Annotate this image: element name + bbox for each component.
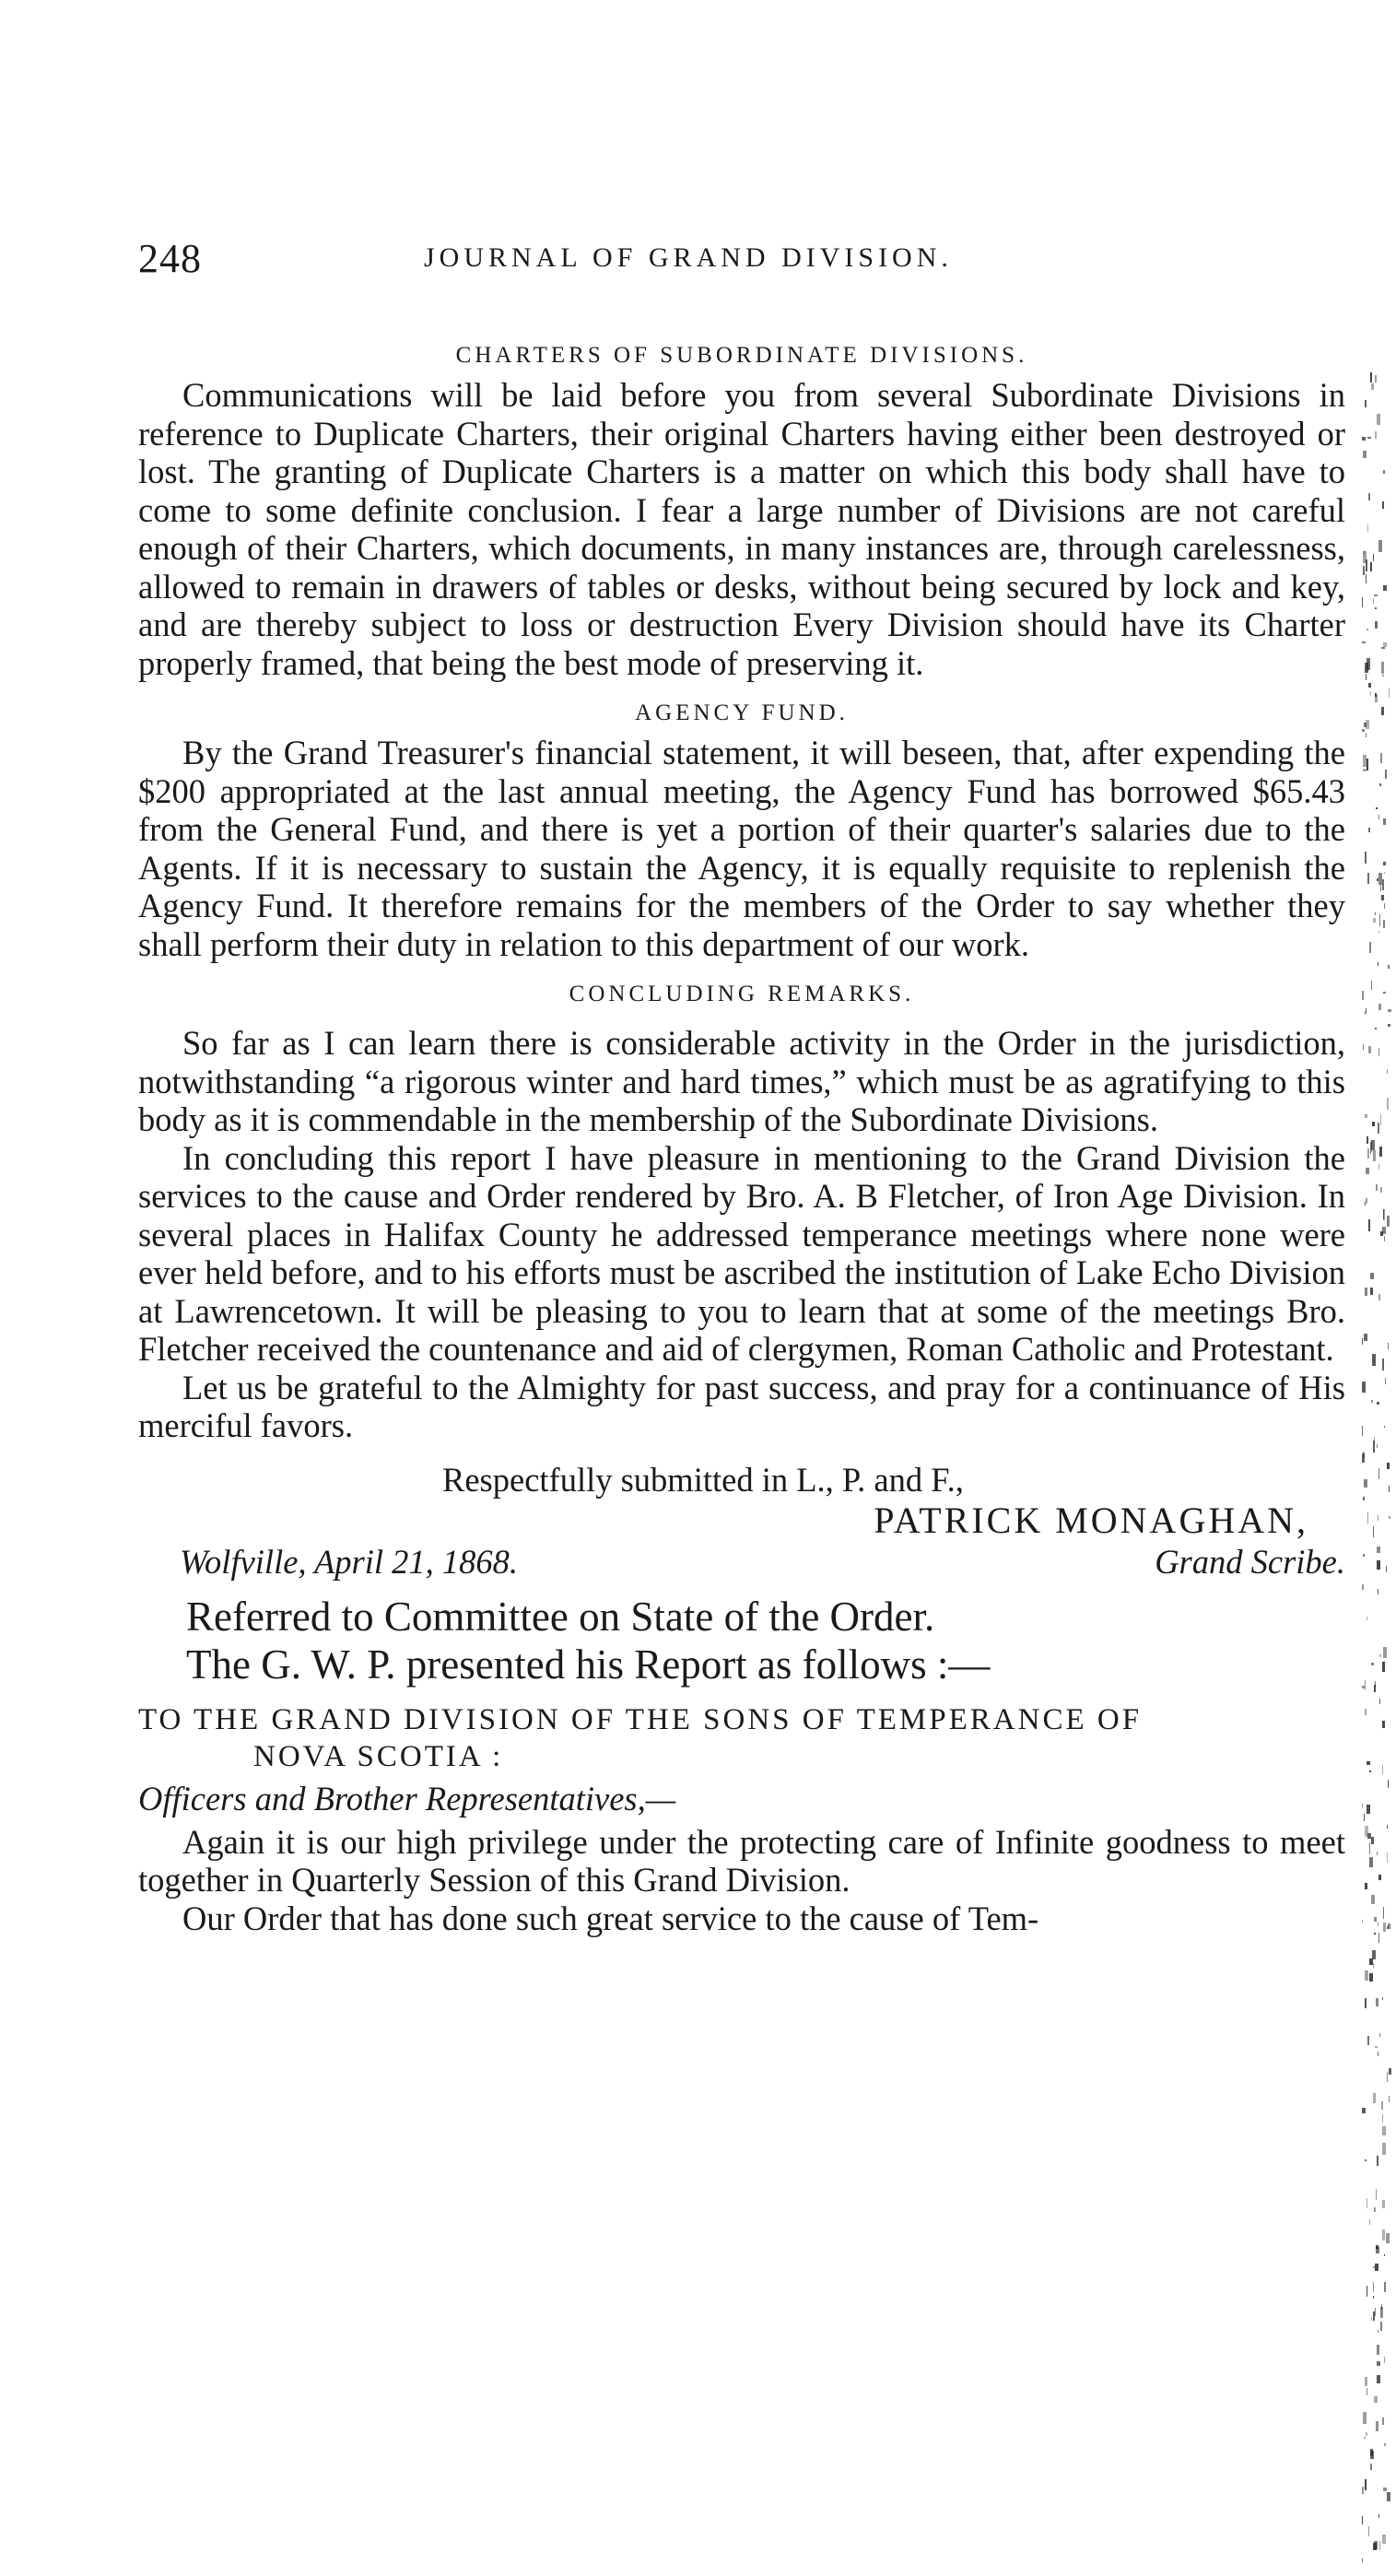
noise-speck bbox=[1367, 437, 1371, 439]
noise-speck bbox=[1383, 1647, 1387, 1658]
noise-speck bbox=[1362, 2108, 1366, 2113]
noise-speck bbox=[1370, 1273, 1374, 1279]
noise-speck bbox=[1373, 1150, 1376, 1161]
noise-speck bbox=[1372, 1122, 1375, 1126]
noise-speck bbox=[1378, 1004, 1381, 1010]
noise-speck bbox=[1366, 733, 1367, 737]
noise-speck bbox=[1362, 1338, 1363, 1345]
noise-speck bbox=[1370, 2464, 1372, 2470]
noise-speck bbox=[1381, 707, 1384, 715]
noise-speck bbox=[1380, 1187, 1382, 1193]
noise-speck bbox=[1369, 1857, 1373, 1867]
noise-speck bbox=[1378, 1933, 1379, 1943]
noise-speck bbox=[1367, 1805, 1370, 1814]
noise-speck bbox=[1389, 1486, 1390, 1492]
noise-speck bbox=[1365, 2479, 1367, 2490]
noise-speck bbox=[1383, 862, 1386, 865]
noise-speck bbox=[1363, 1497, 1365, 1500]
noise-speck bbox=[1387, 2072, 1388, 2082]
address-block bbox=[138, 1701, 1345, 1775]
noise-speck bbox=[1370, 372, 1372, 382]
section-heading-charters: CHARTERS OF SUBORDINATE DIVISIONS. bbox=[455, 343, 1028, 368]
noise-speck bbox=[1374, 1917, 1377, 1922]
report-intro: The G. W. P. presented his Report as follows :— bbox=[186, 1641, 991, 1688]
noise-speck bbox=[1387, 1463, 1390, 1469]
noise-speck bbox=[1388, 965, 1390, 969]
noise-speck bbox=[1387, 1825, 1388, 1829]
noise-speck bbox=[1385, 1378, 1386, 1384]
noise-speck bbox=[1383, 1209, 1385, 1220]
noise-speck bbox=[1373, 2311, 1375, 2321]
noise-speck bbox=[1381, 2101, 1383, 2110]
noise-speck bbox=[1382, 2200, 1385, 2208]
noise-speck bbox=[1375, 607, 1377, 609]
noise-speck bbox=[1375, 2308, 1376, 2316]
running-title: JOURNAL OF GRAND DIVISION. bbox=[424, 242, 953, 273]
noise-speck bbox=[1373, 2296, 1374, 2299]
noise-speck bbox=[1362, 2516, 1363, 2524]
noise-speck bbox=[1368, 2526, 1369, 2536]
noise-speck bbox=[1383, 2488, 1387, 2491]
noise-speck bbox=[1383, 1907, 1384, 1919]
noise-speck bbox=[1389, 2068, 1391, 2075]
noise-speck bbox=[1363, 451, 1367, 458]
noise-speck bbox=[1365, 1288, 1367, 1296]
noise-speck bbox=[1382, 2114, 1383, 2123]
noise-speck bbox=[1374, 1933, 1376, 1935]
noise-speck bbox=[1377, 2156, 1378, 2166]
noise-speck bbox=[1388, 1780, 1389, 1788]
noise-speck bbox=[1376, 2421, 1378, 2431]
place-date: Wolfville, April 21, 1868. bbox=[180, 1542, 519, 1581]
paragraph-concluding-3: Let us be grateful to the Almighty for past success, and pray for a continuance of His merciful favors. bbox=[138, 1368, 1345, 1444]
noise-speck bbox=[1377, 1547, 1380, 1553]
noise-speck bbox=[1386, 2233, 1390, 2243]
noise-speck bbox=[1387, 1069, 1388, 1074]
noise-speck bbox=[1362, 641, 1366, 643]
noise-speck bbox=[1368, 1046, 1371, 1053]
noise-speck bbox=[1365, 1114, 1367, 1118]
noise-speck bbox=[1367, 1512, 1368, 1523]
noise-speck bbox=[1384, 1426, 1385, 1428]
noise-speck bbox=[1373, 1441, 1375, 1453]
noise-speck bbox=[1362, 729, 1365, 732]
noise-speck bbox=[1369, 1770, 1371, 1772]
noise-speck bbox=[1378, 931, 1379, 933]
noise-speck bbox=[1384, 2443, 1386, 2446]
noise-speck bbox=[1369, 1973, 1373, 1982]
noise-speck bbox=[1379, 914, 1380, 926]
section-heading-concluding: CONCLUDING REMARKS. bbox=[569, 982, 915, 1006]
noise-speck bbox=[1368, 493, 1370, 500]
noise-speck bbox=[1370, 562, 1372, 571]
noise-speck bbox=[1374, 2396, 1378, 2403]
noise-speck bbox=[1377, 1560, 1380, 1570]
paragraph-charters: Communications will be laid before you from several Subordinate Divisions in reference to Duplicate Charters, their original Charters having either been destroyed or lost. The granting of Duplicate Charters is a matter on which this body shall have to come to some definite conclusion. I fear a large number of Divisions are not careful enough of their Charters, which documents, in many instances are, through carelessness, allowed to remain in drawers of tables or desks, without being secured by lock and key, and are thereby subject to loss or destruction Every Division should have its Charter properly framed, that being the best mode of preserving it. bbox=[138, 376, 1345, 682]
noise-speck bbox=[1382, 1359, 1384, 1370]
noise-speck bbox=[1375, 912, 1376, 915]
noise-speck bbox=[1373, 1963, 1374, 1968]
noise-speck bbox=[1367, 2036, 1369, 2045]
noise-speck bbox=[1370, 1288, 1373, 1295]
noise-speck bbox=[1378, 873, 1382, 885]
noise-speck bbox=[1363, 2412, 1367, 2424]
noise-speck bbox=[1378, 1048, 1379, 1056]
noise-speck bbox=[1367, 1761, 1370, 1765]
noise-speck bbox=[1384, 1236, 1385, 1241]
noise-speck bbox=[1372, 1354, 1376, 1366]
noise-speck bbox=[1382, 1997, 1383, 2000]
noise-speck bbox=[1368, 1219, 1370, 1231]
noise-speck bbox=[1373, 2282, 1374, 2292]
noise-speck bbox=[1386, 1566, 1387, 1572]
referred-line: Referred to Committee on State of the Order. bbox=[186, 1593, 935, 1640]
noise-speck bbox=[1377, 2361, 1380, 2366]
noise-speck bbox=[1371, 1837, 1374, 1844]
noise-speck bbox=[1374, 594, 1378, 596]
noise-speck bbox=[1367, 873, 1369, 884]
noise-speck bbox=[1371, 383, 1374, 390]
noise-speck bbox=[1371, 2317, 1372, 2321]
noise-speck bbox=[1382, 2126, 1386, 2135]
paragraph-concluding-2: In concluding this report I have pleasure in mentioning to the Grand Division the services to the cause and Order rendered by Bro. A. B Fletcher, of Iron Age Division. In several places in Halifax County he addressed temperance meetings where none were ever held before, and to his efforts must be ascribed the institution of Lake Echo Division at Lawrencetown. It will be pleasing to you to learn that at some of the meetings Bro. Fletcher received the countenance and aid of clergymen, Roman Catholic and Protestant. bbox=[138, 1138, 1345, 1368]
noise-speck bbox=[1377, 1402, 1379, 1405]
noise-speck bbox=[1389, 2096, 1390, 2102]
salutation: Officers and Brother Representatives,— bbox=[138, 1779, 676, 1817]
noise-speck bbox=[1365, 1883, 1367, 1889]
noise-speck bbox=[1373, 2266, 1375, 2268]
noise-speck bbox=[1383, 818, 1386, 825]
noise-speck bbox=[1374, 2207, 1376, 2212]
noise-speck bbox=[1381, 662, 1384, 674]
noise-speck bbox=[1380, 884, 1381, 891]
noise-speck bbox=[1383, 992, 1386, 994]
noise-speck bbox=[1384, 2254, 1385, 2256]
noise-speck bbox=[1368, 683, 1371, 688]
noise-speck bbox=[1383, 920, 1385, 928]
noise-speck bbox=[1362, 2487, 1364, 2494]
noise-speck bbox=[1379, 2541, 1380, 2550]
noise-speck bbox=[1384, 872, 1385, 874]
noise-speck bbox=[1378, 2514, 1379, 2518]
noise-speck bbox=[1375, 621, 1378, 629]
noise-speck bbox=[1378, 1164, 1379, 1170]
noise-speck bbox=[1384, 2357, 1385, 2363]
noise-speck bbox=[1371, 1663, 1374, 1665]
noise-speck bbox=[1362, 437, 1366, 441]
noise-speck bbox=[1379, 1147, 1382, 1157]
noise-speck bbox=[1376, 2189, 1377, 2200]
noise-speck bbox=[1365, 400, 1367, 407]
noise-speck bbox=[1385, 770, 1387, 779]
noise-speck bbox=[1363, 1044, 1364, 1050]
noise-speck bbox=[1382, 2143, 1386, 2155]
noise-speck bbox=[1362, 2558, 1363, 2562]
noise-speck bbox=[1364, 1814, 1365, 1821]
noise-speck bbox=[1379, 1699, 1380, 1704]
noise-speck bbox=[1367, 629, 1368, 630]
noise-speck bbox=[1382, 501, 1384, 509]
noise-speck bbox=[1371, 1400, 1373, 1403]
page-number: 248 bbox=[138, 236, 202, 281]
noise-speck bbox=[1376, 1184, 1378, 1191]
noise-speck bbox=[1371, 981, 1372, 990]
noise-speck bbox=[1365, 1970, 1368, 1981]
noise-speck bbox=[1382, 2535, 1386, 2544]
noise-speck bbox=[1382, 675, 1384, 676]
noise-speck bbox=[1380, 753, 1382, 763]
noise-speck bbox=[1381, 895, 1384, 900]
signer-name: PATRICK MONAGHAN, bbox=[874, 1499, 1308, 1541]
noise-speck bbox=[1371, 1140, 1375, 1150]
noise-speck bbox=[1365, 1998, 1367, 2008]
noise-speck bbox=[1380, 2307, 1383, 2318]
noise-speck bbox=[1387, 2492, 1390, 2501]
noise-speck bbox=[1367, 1136, 1368, 1144]
noise-speck bbox=[1383, 585, 1387, 591]
noise-speck bbox=[1365, 1709, 1367, 1715]
noise-speck bbox=[1366, 574, 1367, 583]
section-heading-agency: AGENCY FUND. bbox=[635, 700, 849, 725]
noise-speck bbox=[1369, 942, 1371, 953]
noise-speck bbox=[1367, 759, 1368, 770]
noise-speck bbox=[1375, 1681, 1376, 1688]
paragraph-agency: By the Grand Treasurer's financial statement, it will beseen, that, after expending the $200 appropriated at the last annual meeting, the Agency Fund has borrowed $65.43 from the General Fund, and there is yet a portion of their quarter's salaries due to the Agents. If it is necessary to sustain the Agency, it is equally requisite to replenish the Agency Fund. It therefore remains for the members of the Order to say whether they shall perform their duty in relation to this department of our work. bbox=[138, 734, 1345, 963]
noise-speck bbox=[1371, 1895, 1375, 1904]
noise-speck bbox=[1381, 647, 1385, 649]
noise-speck bbox=[1366, 674, 1367, 680]
noise-speck bbox=[1362, 1426, 1363, 1436]
noise-speck bbox=[1369, 2219, 1370, 2225]
noise-speck bbox=[1378, 1468, 1379, 1479]
noise-speck bbox=[1378, 1875, 1381, 1880]
noise-speck bbox=[1370, 2449, 1373, 2456]
noise-speck bbox=[1388, 1009, 1391, 1012]
noise-speck bbox=[1364, 1479, 1367, 1488]
noise-speck bbox=[1362, 991, 1364, 1000]
noise-speck bbox=[1365, 1826, 1368, 1837]
noise-speck bbox=[1375, 431, 1377, 439]
noise-speck bbox=[1384, 903, 1385, 909]
noise-speck bbox=[1362, 597, 1363, 607]
noise-speck bbox=[1365, 852, 1367, 864]
noise-speck bbox=[1387, 1926, 1389, 1929]
noise-speck bbox=[1379, 783, 1381, 786]
noise-speck bbox=[1366, 1168, 1369, 1174]
paragraph-report-1: Again it is our high privilege under the protecting care of Infinite goodness to meet together in Quarterly Session of this Grand Division. bbox=[138, 1822, 1345, 1899]
noise-speck bbox=[1365, 2159, 1367, 2161]
noise-speck bbox=[1377, 1444, 1378, 1448]
noise-speck bbox=[1378, 1294, 1380, 1300]
noise-speck bbox=[1363, 566, 1365, 575]
noise-speck bbox=[1387, 1853, 1388, 1863]
noise-speck bbox=[1376, 807, 1378, 809]
noise-speck bbox=[1379, 1654, 1381, 1657]
noise-speck bbox=[1387, 1216, 1390, 1227]
noise-speck bbox=[1373, 2093, 1376, 2103]
page-body bbox=[138, 339, 1345, 1937]
page-header bbox=[138, 235, 1345, 290]
noise-speck bbox=[1362, 1453, 1365, 1463]
noise-speck bbox=[1378, 540, 1382, 552]
noise-speck bbox=[1377, 1852, 1378, 1855]
noise-speck bbox=[1363, 1554, 1365, 1557]
noise-speck bbox=[1382, 1721, 1385, 1728]
noise-speck bbox=[1389, 1516, 1390, 1519]
address-line-1: TO THE GRAND DIVISION OF THE SONS OF TEMPERANCE OF bbox=[138, 1702, 1143, 1736]
noise-speck bbox=[1366, 720, 1369, 729]
noise-speck bbox=[1383, 1923, 1386, 1932]
noise-speck bbox=[1373, 1526, 1374, 1537]
noise-speck bbox=[1375, 1028, 1377, 1029]
noise-speck bbox=[1383, 470, 1385, 474]
noise-speck bbox=[1375, 693, 1377, 697]
paragraph-report-2: Our Order that has done such great service to the cause of Tem- bbox=[182, 1899, 1039, 1937]
address-line-2: NOVA SCOTIA : bbox=[253, 1739, 504, 1773]
noise-speck bbox=[1388, 1343, 1389, 1349]
noise-speck bbox=[1365, 2377, 1367, 2386]
noise-speck bbox=[1366, 1008, 1367, 1013]
noise-speck bbox=[1377, 2345, 1379, 2355]
noise-speck bbox=[1376, 2245, 1378, 2249]
noise-speck bbox=[1387, 1098, 1389, 1110]
paragraph-concluding-1: So far as I can learn there is considerable activity in the Order in the jurisdiction, notwithstanding “a rigorous winter and hard times,” which must be as agratifying to this body as it is commendable in the membership of the Subordinate Divisions. bbox=[138, 1024, 1345, 1138]
noise-speck bbox=[1382, 1765, 1383, 1774]
noise-speck bbox=[1367, 524, 1368, 532]
signer-title: Grand Scribe. bbox=[1155, 1542, 1345, 1581]
noise-speck bbox=[1382, 2229, 1385, 2241]
noise-speck bbox=[1380, 2322, 1382, 2331]
noise-speck bbox=[1367, 658, 1370, 670]
noise-speck bbox=[1362, 1382, 1366, 1393]
noise-speck bbox=[1373, 2543, 1377, 2550]
noise-speck bbox=[1373, 918, 1376, 923]
noise-speck bbox=[1373, 598, 1374, 604]
noise-speck bbox=[1376, 1998, 1378, 2006]
noise-speck bbox=[1364, 1334, 1367, 1341]
noise-speck bbox=[1363, 551, 1367, 563]
noise-speck bbox=[1389, 688, 1390, 698]
noise-speck bbox=[1382, 1662, 1385, 1672]
noise-speck bbox=[1375, 375, 1377, 382]
noise-speck bbox=[1373, 554, 1374, 561]
noise-speck bbox=[1384, 2282, 1386, 2292]
noise-speck bbox=[1369, 1842, 1370, 1854]
noise-speck bbox=[1362, 1920, 1363, 1923]
noise-speck bbox=[1379, 2033, 1380, 2037]
noise-speck bbox=[1380, 1114, 1381, 1125]
noise-speck bbox=[1378, 815, 1379, 819]
noise-speck bbox=[1382, 2417, 1384, 2425]
respectfully-line: Respectfully submitted in L., P. and F., bbox=[442, 1460, 964, 1499]
noise-speck bbox=[1377, 414, 1380, 425]
noise-speck bbox=[1366, 2432, 1367, 2436]
noise-speck bbox=[1388, 1024, 1390, 1027]
noise-speck bbox=[1367, 1148, 1369, 1159]
dateline bbox=[138, 1541, 1345, 1583]
noise-speck bbox=[1362, 1804, 1363, 1807]
noise-speck bbox=[1364, 2437, 1366, 2439]
noise-speck bbox=[1366, 1198, 1367, 1203]
noise-speck bbox=[1362, 1584, 1364, 1590]
noise-speck bbox=[1377, 2375, 1380, 2383]
noise-speck bbox=[1365, 1680, 1366, 1690]
noise-speck bbox=[1368, 828, 1370, 832]
noise-speck bbox=[1375, 2264, 1378, 2271]
noise-speck bbox=[1378, 1123, 1379, 1134]
scan-margin-noise bbox=[1362, 369, 1396, 2576]
noise-speck bbox=[1382, 1227, 1386, 1234]
noise-speck bbox=[1375, 2046, 1378, 2048]
noise-speck bbox=[1370, 691, 1371, 696]
noise-speck bbox=[1382, 879, 1384, 890]
